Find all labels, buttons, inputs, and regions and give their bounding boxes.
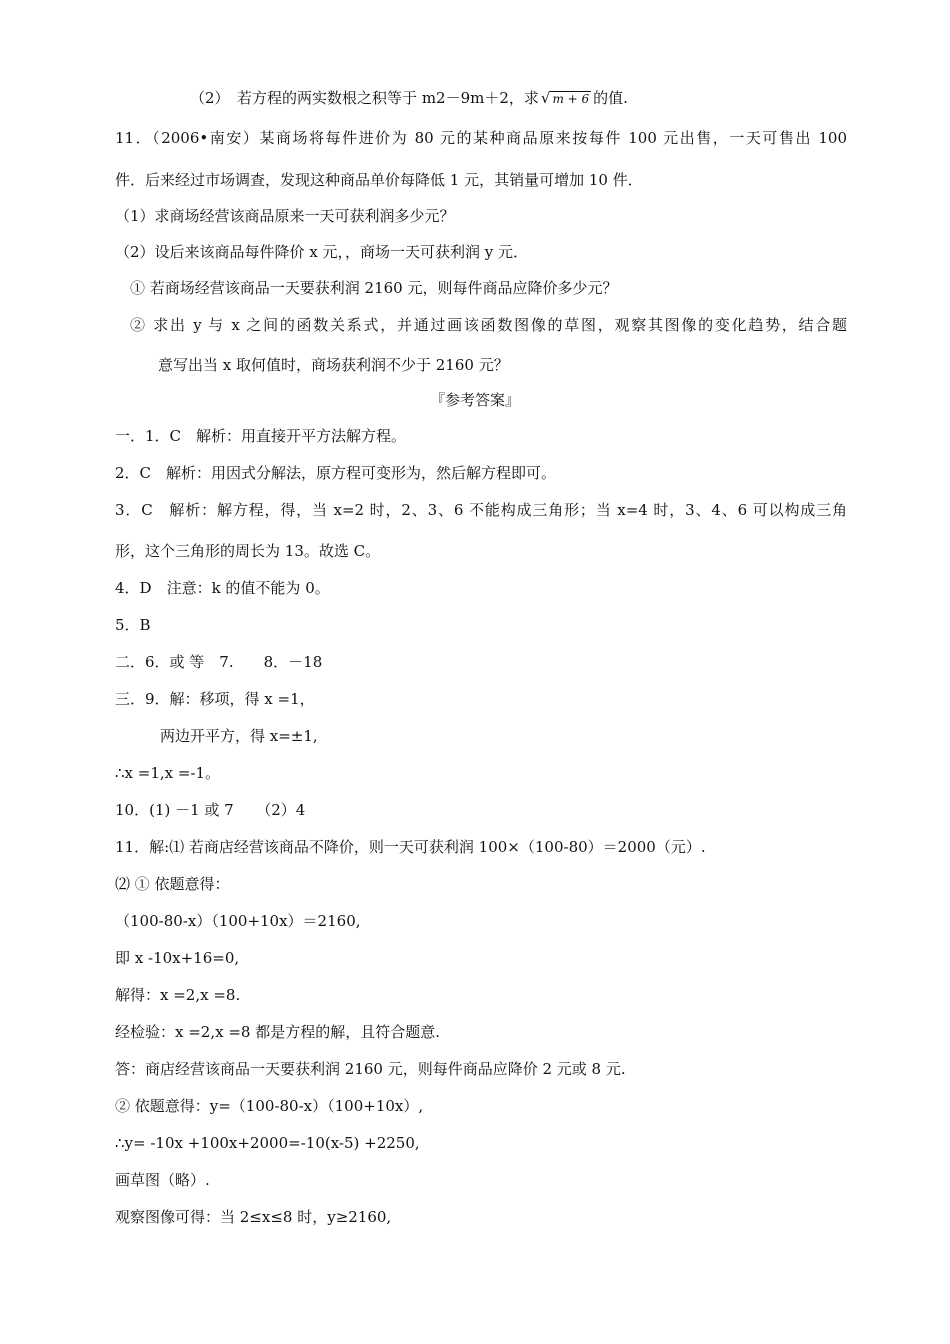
q11-stem-line1: 11．（2006•南安）某商场将每件进价为 80 元的某种商品原来按每件 100 元出售，一天可售出 100: [115, 129, 847, 147]
answer-line: 形，这个三角形的周长为 13。故选 C。: [115, 542, 381, 560]
answer-line: 5．B: [115, 616, 151, 634]
q11-sub2-line2: 意写出当 x 取何值时，商场获利润不少于 2160 元？: [158, 356, 509, 374]
answer-line: 4．D 注意：k 的值不能为 0。: [115, 579, 330, 597]
answer-line: 3．C 解析：解方程，得，当 x=2 时，2、3、6 不能构成三角形；当 x=4 时，3、4、6 可以构成三角: [115, 501, 847, 519]
sqrt-expression: [541, 88, 591, 109]
answers-heading: 『参考答案』: [429, 391, 520, 409]
answer-line: 2．C 解析：用因式分解法，原方程可变形为，然后解方程即可。: [115, 464, 557, 482]
q11-sub2-line1: ② 求出 y 与 x 之间的函数关系式，并通过画该函数图像的草图，观察其图像的变化趋势，结合题: [130, 316, 847, 334]
answer-line: ∴y= -10x +100x+2000=-10(x-5) +2250,: [115, 1134, 420, 1152]
q11-part2: （2）设后来该商品每件降价 x 元，，商场一天可获利润 y 元．: [115, 243, 529, 261]
answer-line: 两边开平方，得 x=±1,: [160, 727, 318, 745]
radicand: m + 6: [552, 92, 590, 106]
answer-line: 三．9．解：移项，得 x =1，: [115, 690, 315, 708]
answer-line: 二．6．或 等 7. 8．－18: [115, 653, 323, 671]
q11-part1: （1）求商场经营该商品原来一天可获利润多少元？: [115, 207, 455, 225]
q10-part2-text: （2） 若方程的两实数根之积等于 m2－9m＋2，求: [190, 89, 539, 107]
answer-line: 11．解:⑴ 若商店经营该商品不降价，则一天可获利润 100×（100-80）＝2000（元）.: [115, 838, 706, 856]
answer-line: ∴x =1,x =-1。: [115, 764, 221, 782]
answer-line: ⑵ ① 依题意得：: [115, 875, 230, 893]
answer-line: 答：商店经营该商品一天要获利润 2160 元，则每件商品应降价 2 元或 8 元.: [115, 1060, 626, 1078]
radical-sign: √: [540, 89, 551, 107]
answer-line: 解得：x =2,x =8.: [115, 986, 241, 1004]
answer-line: 观察图像可得：当 2≤x≤8 时，y≥2160,: [115, 1208, 392, 1226]
q10-part2-tail: 的值.: [593, 89, 628, 107]
q10-part2: [190, 88, 628, 109]
answer-line: （100-80-x）（100+10x）＝2160,: [115, 912, 361, 930]
answer-line: 即 x -10x+16=0,: [115, 949, 240, 967]
q11-stem-line2: 件．后来经过市场调查，发现这种商品单价每降低 1 元，其销量可增加 10 件．: [115, 171, 643, 189]
answer-line: 一．1．C 解析：用直接开平方法解方程。: [115, 427, 407, 445]
q11-sub1: ① 若商场经营该商品一天要获利润 2160 元，则每件商品应降价多少元？: [130, 279, 618, 297]
answer-line: 经检验：x =2,x =8 都是方程的解，且符合题意.: [115, 1023, 440, 1041]
answer-line: ② 依题意得：y=（100-80-x）（100+10x）,: [115, 1097, 424, 1115]
answer-line: 10．(1) －1 或 7 （2）4: [115, 801, 306, 819]
answer-line: 画草图（略）.: [115, 1171, 210, 1189]
